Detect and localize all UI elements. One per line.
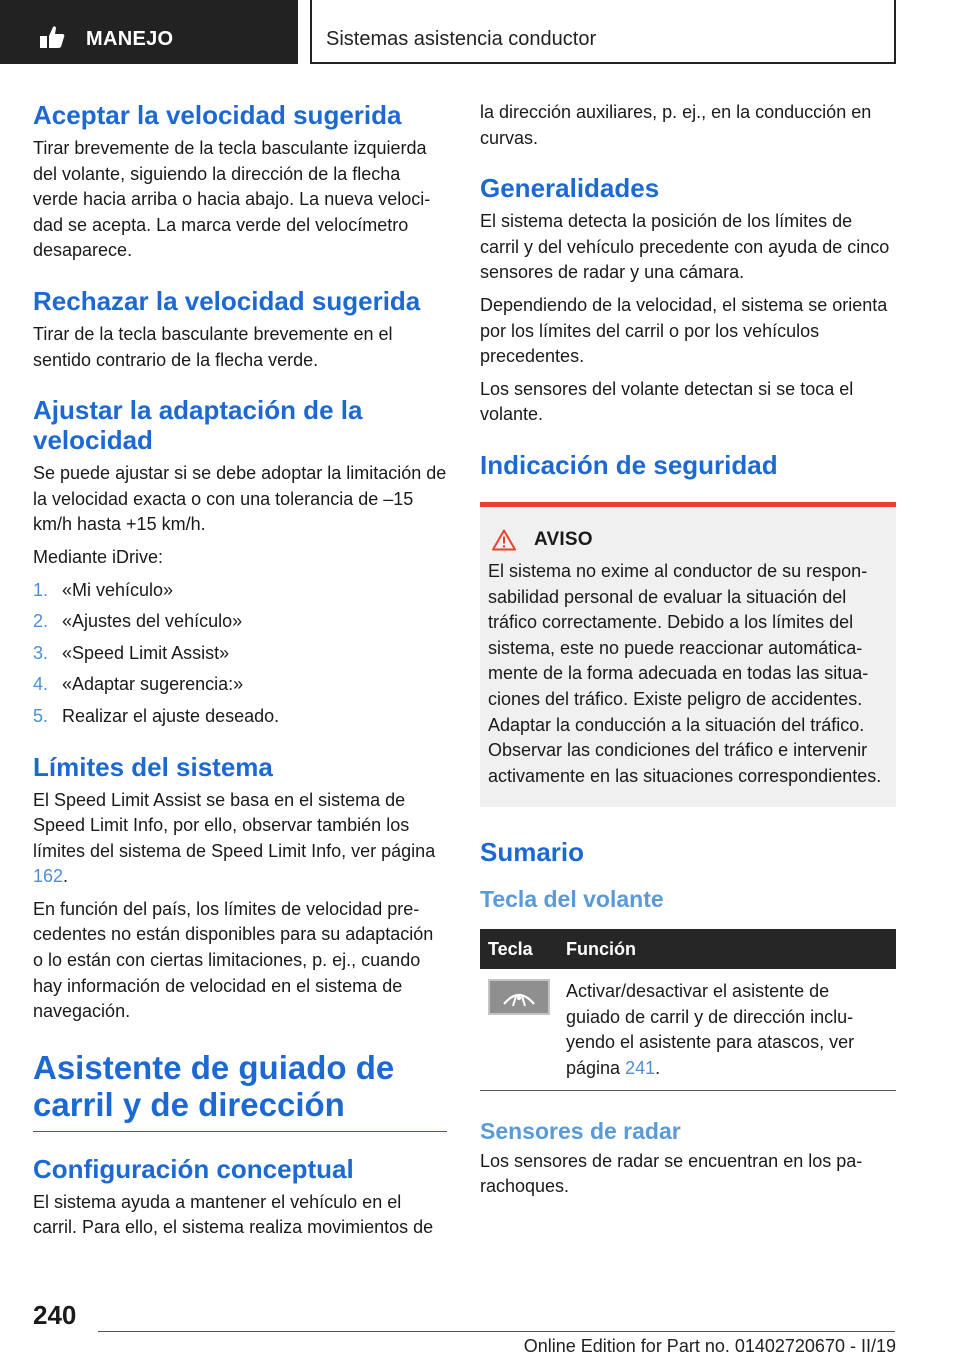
paragraph-general-1: El sistema detecta la posición de los límites de carril y del vehículo precedente con ayuda de cinco sensores de radar y una cámara. xyxy=(480,211,890,283)
table-header-row xyxy=(480,929,896,969)
right-column xyxy=(480,100,896,1207)
page-link-241[interactable]: 241 xyxy=(625,1058,656,1079)
lane-assist-key xyxy=(488,979,550,1015)
paragraph-radar-sensors: Los sensores de radar se encuentran en los parachoques. xyxy=(480,1150,863,1197)
heading-summary: Sumario xyxy=(480,837,585,868)
heading-general: Generalidades xyxy=(480,173,660,204)
key-cell xyxy=(480,969,558,1090)
list-item: 3. «Speed Limit Assist» xyxy=(33,642,230,663)
section-tab xyxy=(0,0,298,64)
list-item: 5. Realizar el ajuste deseado. xyxy=(33,705,280,726)
key-function-table xyxy=(480,929,896,1090)
warning-title: AVISO xyxy=(534,528,593,550)
page-link-162[interactable]: 162 xyxy=(33,866,64,887)
page-number: 240 xyxy=(33,1300,77,1330)
hand-icon xyxy=(38,24,66,50)
paragraph-concept: El sistema ayuda a mantener el vehículo en el carril. Para ello, el sistema realiza movimientos de xyxy=(33,1191,434,1238)
left-column xyxy=(33,100,447,1248)
edition-text: Online Edition for Part no. 01402720670 - II/19 xyxy=(523,1336,896,1356)
warning-text: El sistema no exime al conductor de su responsabilidad personal de evaluar la situación del tráfico correctamente. Debido a los límites del sistema, este no puede reaccionar automáticamente de la forma adecuada en todas las situaciones del tráfico. Existe peligro de accidentes. Adaptar la conducción a la situación del tráfico. Observar las condiciones del tráfico e intervenir activamente en las situaciones correspondientes. xyxy=(488,560,882,786)
footer-divider xyxy=(98,1331,895,1332)
list-item: 4. «Adaptar sugerencia:» xyxy=(33,674,244,695)
section-title: MANEJO xyxy=(86,28,174,50)
heading-radar-sensors: Sensores de radar xyxy=(480,1117,681,1144)
heading-accept-speed: Aceptar la velocidad sugerida xyxy=(33,100,402,130)
function-cell: Activar/desactivar el asistente de guiado de carril y de dirección incluyendo el asistente para atascos, ver página 241. xyxy=(558,969,896,1090)
lane-assist-icon xyxy=(499,984,539,1010)
paragraph-system-limits: El Speed Limit Assist se basa en el sistema de Speed Limit Info, por ello, observar también los límites del sistema de Speed Limit Info, ver página 162. xyxy=(33,789,436,887)
heading-wheel-key: Tecla del volante xyxy=(480,886,664,913)
column-header-key: Tecla xyxy=(480,929,558,969)
idrive-steps-list xyxy=(33,578,447,730)
list-item: 2. «Ajustes del vehículo» xyxy=(33,611,243,632)
paragraph-accept-speed: Tirar brevemente de la tecla basculante izquierda del volante, siguiendo la dirección de la flecha verde hacia arriba o hacia abajo. La nueva velocidad se acepta. La marca verde del velocímetro desaparece. xyxy=(33,138,431,261)
column-header-function: Función xyxy=(558,929,896,969)
heading-reject-speed: Rechazar la velocidad sugerida xyxy=(33,285,421,316)
paragraph-general-2: Dependiendo de la velocidad, el sistema se orienta por los límites del carril o por los vehículos precedentes. xyxy=(480,294,888,367)
paragraph-continued: la dirección auxiliares, p. ej., en la conducción en curvas. xyxy=(480,102,872,148)
paragraph-system-limits-2: En función del país, los límites de velocidad precedentes no están disponibles para su adaptación o lo están con ciertas limitaciones, p. ej., cuando hay información de velocidad en el sistema de navegación. xyxy=(33,898,434,1022)
heading-system-limits: Límites del sistema xyxy=(33,751,273,782)
chapter-tab xyxy=(310,0,896,64)
paragraph-adjust-adaptation: Se puede ajustar si se debe adoptar la limitación de la velocidad exacta o con una tolerancia de –15 km/h hasta +15 km/h. xyxy=(33,463,447,535)
warning-triangle-icon xyxy=(492,529,516,551)
list-item: 1. «Mi vehículo» xyxy=(33,579,174,600)
paragraph-general-3: Los sensores del volante detectan si se toca el volante. xyxy=(480,378,854,425)
warning-box xyxy=(480,502,896,807)
heading-lane-steering-assistant: Asistente de guiado de carril y de dirección xyxy=(33,1049,447,1132)
table-row xyxy=(480,969,896,1090)
chapter-title: Sistemas asistencia conductor xyxy=(326,28,597,50)
warning-header xyxy=(488,529,888,551)
heading-concept: Configuración conceptual xyxy=(33,1153,354,1184)
paragraph-idrive: Mediante iDrive: xyxy=(33,546,164,567)
page-header xyxy=(0,0,960,66)
heading-adjust-adaptation: Ajustar la adaptación de la velocidad xyxy=(33,395,363,456)
paragraph-reject-speed: Tirar de la tecla basculante brevemente en el sentido contrario de la flecha verde. xyxy=(33,323,393,370)
heading-safety: Indicación de seguridad xyxy=(480,449,778,480)
